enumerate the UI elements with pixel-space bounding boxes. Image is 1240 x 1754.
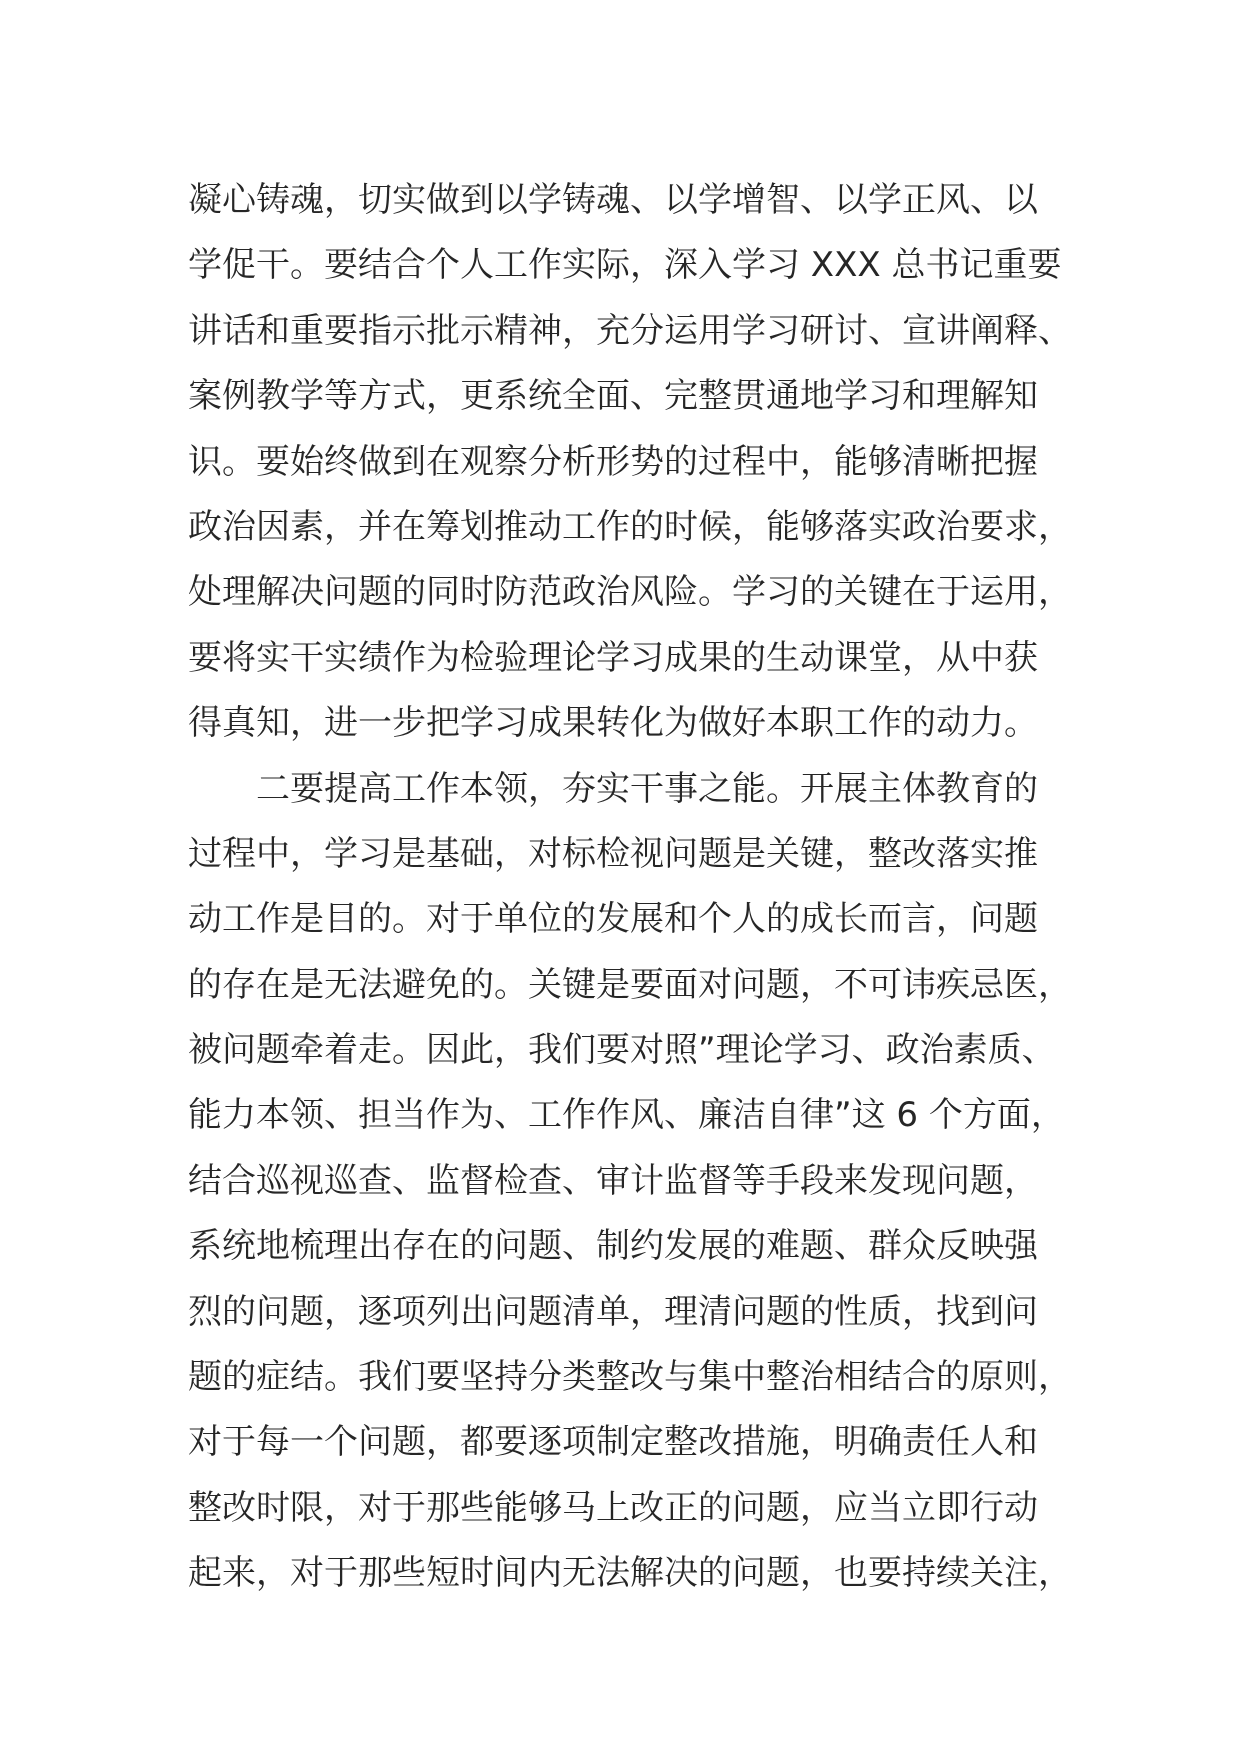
paragraph-line: 的存在是无法避免的。关键是要面对问题，不可讳疾忌医， <box>188 964 1072 1005</box>
paragraph-line: 能力本领、担当作为、工作作风、廉洁自律”这 6 个方面， <box>188 1095 1065 1136</box>
paragraph-line: 得真知，进一步把学习成果转化为做好本职工作的动力。 <box>188 703 1038 744</box>
paragraph-line: 要将实干实绩作为检验理论学习成果的生动课堂，从中获 <box>188 637 1038 678</box>
paragraph-line: 整改时限，对于那些能够马上改正的问题，应当立即行动 <box>188 1487 1038 1528</box>
paragraph-line: 案例教学等方式，更系统全面、完整贯通地学习和理解知 <box>188 376 1038 417</box>
paragraph-line: 题的症结。我们要坚持分类整改与集中整治相结合的原则， <box>188 1357 1072 1398</box>
paragraph-line: 系统地梳理出存在的问题、制约发展的难题、群众反映强 <box>188 1226 1038 1267</box>
paragraph-line: 起来，对于那些短时间内无法解决的问题，也要持续关注， <box>188 1553 1072 1594</box>
paragraph-line: 二要提高工作本领，夯实干事之能。开展主体教育的 <box>256 768 1038 809</box>
paragraph-line: 对于每一个问题，都要逐项制定整改措施，明确责任人和 <box>188 1422 1038 1463</box>
paragraph-1 <box>188 168 1072 757</box>
document-body <box>188 168 1072 1607</box>
paragraph-line: 处理解决问题的同时防范政治风险。学习的关键在于运用， <box>188 572 1072 613</box>
paragraph-line: 学促干。要结合个人工作实际，深入学习 XXX 总书记重要 <box>188 245 1062 286</box>
paragraph-line: 讲话和重要指示批示精神，充分运用学习研讨、宣讲阐释、 <box>188 310 1072 351</box>
paragraph-line: 过程中，学习是基础，对标检视问题是关键，整改落实推 <box>188 833 1038 874</box>
paragraph-line: 烈的问题，逐项列出问题清单，理清问题的性质，找到问 <box>188 1291 1038 1332</box>
paragraph-line: 动工作是目的。对于单位的发展和个人的成长而言，问题 <box>188 899 1038 940</box>
paragraph-line: 政治因素，并在筹划推动工作的时候，能够落实政治要求， <box>188 506 1072 547</box>
paragraph-line: 识。要始终做到在观察分析形势的过程中，能够清晰把握 <box>188 441 1038 482</box>
paragraph-2 <box>188 757 1072 1607</box>
paragraph-line: 结合巡视巡查、监督检查、审计监督等手段来发现问题， <box>188 1160 1038 1201</box>
paragraph-line: 凝心铸魂，切实做到以学铸魂、以学增智、以学正风、以 <box>188 180 1038 220</box>
paragraph-line: 被问题牵着走。因此，我们要对照”理论学习、政治素质、 <box>188 1030 1056 1071</box>
